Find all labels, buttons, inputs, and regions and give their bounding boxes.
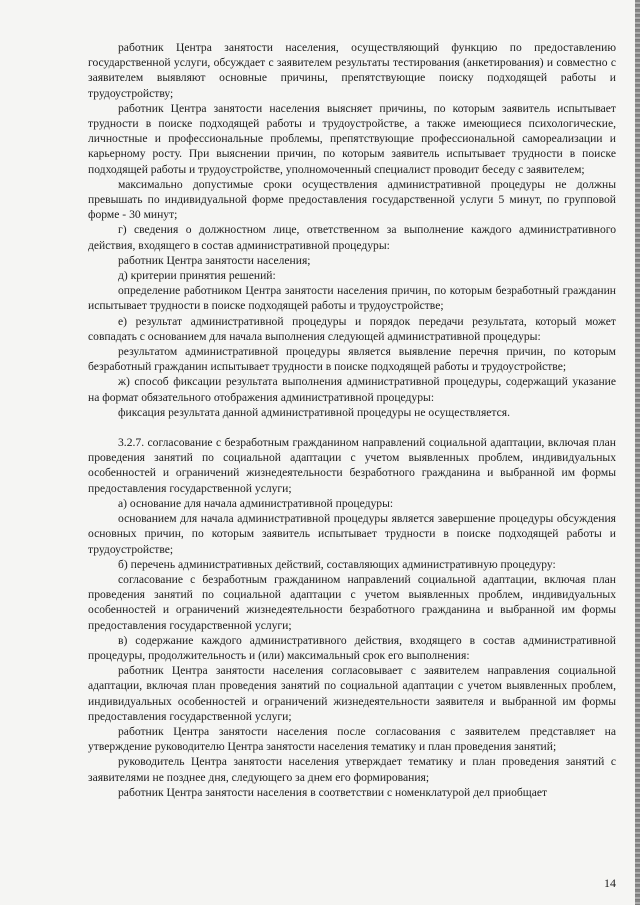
paragraph: работник Центра занятости населения выясняет причины, по которым заявитель испытывает трудности в поиске подходящей работы и трудоустройстве, а также имеющиеся психологические, личностные и профессиональные проблемы, препятствующие профессиональной самореализации и карьерному росту. При выяснении причин, по которым заявитель испытывает трудности в поиске подходящей работы и трудоустройстве, уполномоченный специалист проводит беседу с заявителем; [88, 101, 616, 176]
paragraph: а) основание для начала административной процедуры: [118, 496, 394, 510]
page-number: 14 [604, 876, 616, 890]
paragraph: д) критерии принятия решений: [118, 269, 276, 283]
paragraph: е) результат административной процедуры и порядок передачи результата, который может совпадать с основанием для начала выполнения следующей административной процедуры: [88, 314, 616, 343]
body-text [88, 40, 616, 800]
paragraph: работник Центра занятости населения; [118, 253, 311, 267]
paragraph: максимально допустимые сроки осуществления административной процедуры не должны превышать по индивидуальной форме предоставления государственной услуги 5 минут, по групповой форме - 30 минут; [88, 177, 616, 222]
paragraph: руководитель Центра занятости населения утверждает тематику и план проведения занятий с заявителями не позднее дня, следующего за днем его формирования; [88, 755, 616, 784]
paragraph: основанием для начала административной процедуры является завершение процедуры обсуждения основных причин, по которым заявитель испытывает трудности в поиске подходящей работы и трудоустройстве; [88, 512, 616, 556]
paragraph: работник Центра занятости населения после согласования с заявителем представляет на утверждение руководителю Центра занятости населения тематику и план проведения занятий; [88, 724, 616, 754]
paragraph: работник Центра занятости населения, осуществляющий функцию по предоставлению государственной услуги, обсуждает с заявителем результаты тестирования (анкетирования) и совместно с заявителем выявляют основные причины, препятствующие поиску подходящей работы и трудоустройству; [88, 41, 616, 100]
paragraph: б) перечень административных действий, составляющих административную процедуру: [118, 557, 556, 571]
paragraph: работник Центра занятости населения согласовывает с заявителем направления социальной адаптации, включая план проведения занятий по социальной адаптации с учетом выявленных проблем, индивидуальных особенностей и ограничений жизнедеятельности заявителя и выбранной им формы предоставления государственной услуги; [88, 664, 616, 723]
section-heading: 3.2.7. согласование с безработным гражданином направлений социальной адаптации, включая план проведения занятий по социальной адаптации с учетом выявленных проблем, индивидуальных особенностей и ограничений жизнедеятельности безработного гражданина и выбранной им формы предоставления государственной услуги; [88, 436, 616, 495]
paragraph: согласование с безработным гражданином направлений социальной адаптации, включая план проведения занятий по социальной адаптации с учетом выявленных проблем, индивидуальных особенностей и ограничений жизнедеятельности безработного гражданина и выбранной им формы предоставления государственной услуги; [88, 572, 616, 632]
paragraph: результатом административной процедуры является выявление перечня причин, по которым безработный гражданин испытывает трудности в поиске подходящей работы и трудоустройстве; [88, 345, 616, 374]
paragraph: фиксация результата данной административной процедуры не осуществляется. [118, 405, 511, 419]
scan-edge [635, 0, 640, 905]
paragraph: определение работником Центра занятости населения причин, по которым безработный гражданин испытывает трудности в поиске подходящей работы и трудоустройстве; [88, 284, 616, 313]
paragraph: работник Центра занятости населения в соответствии с номенклатурой дел приобщает [118, 785, 548, 799]
paragraph: г) сведения о должностном лице, ответственном за выполнение каждого административного действия, входящего в состав административной процедуры: [88, 223, 616, 252]
paragraph: в) содержание каждого административного действия, входящего в состав административной процедуры, продолжительность и (или) максимальный срок его выполнения: [88, 633, 616, 662]
paragraph: ж) способ фиксации результата выполнения административной процедуры, содержащий указание на формат обязательного отображения административной процедуры: [88, 375, 616, 404]
